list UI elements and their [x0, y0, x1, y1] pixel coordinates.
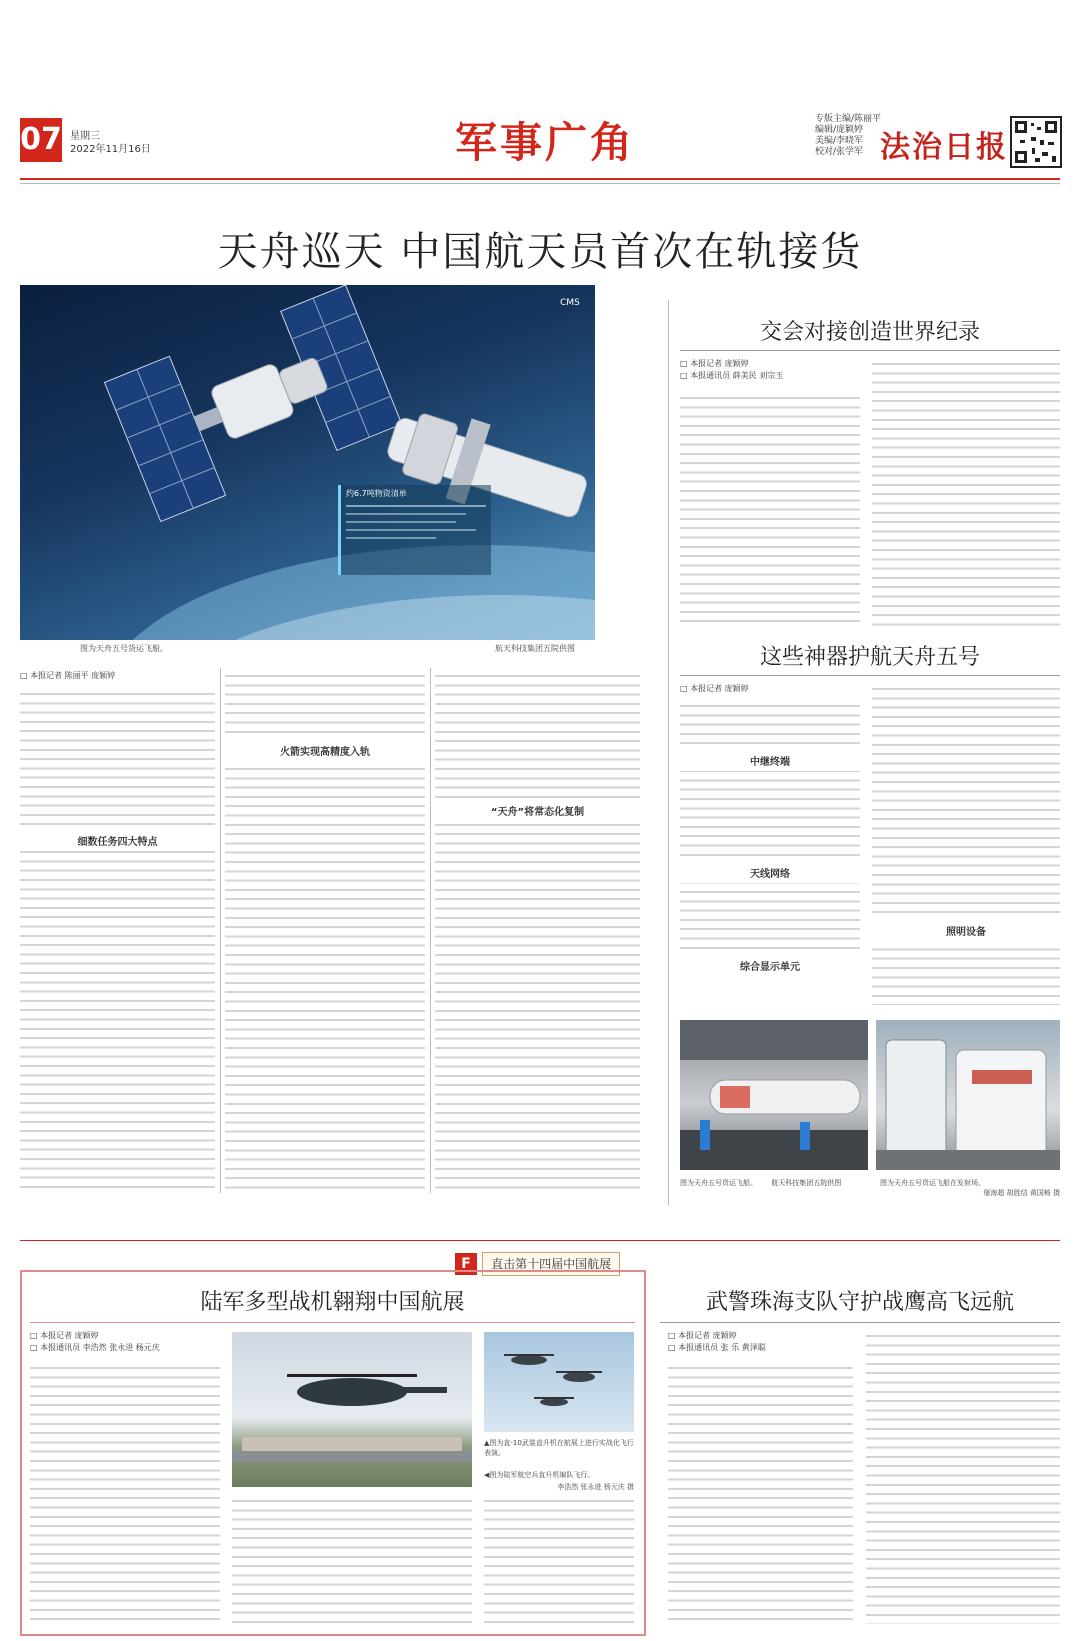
expo-left-title: 陆军多型战机翱翔中国航展: [200, 1290, 465, 1315]
header-rule-thin: [20, 183, 1060, 184]
issue-date: [70, 130, 151, 156]
right-mid-subhead-1: 中继终端: [680, 750, 860, 771]
helicopter-photo-caption-2: ◀图为陆军航空兵直升机编队飞行。: [484, 1471, 595, 1479]
right-top-col2: [872, 358, 1060, 628]
left-article-col1: [20, 688, 215, 1193]
expo-banner: F 直击第十四届中国航展: [455, 1252, 660, 1278]
square-bullet-icon: □: [30, 1331, 41, 1340]
staff-proofreader: 校对/张学军: [815, 147, 864, 157]
right-mid-subhead-4: 照明设备: [872, 920, 1060, 941]
column-divider: [430, 668, 431, 1193]
expo-logo-icon: F: [455, 1253, 477, 1275]
helicopter-flight-photo: [484, 1332, 634, 1432]
right-mid-col2: [872, 683, 1060, 1005]
expo-left-col2: [232, 1495, 472, 1624]
expo-left-col1: [30, 1362, 220, 1624]
staff-editor-in-chief: 专版主编/陈丽平: [815, 114, 882, 124]
staff-list: [815, 114, 881, 158]
right-top-title: 交会对接创造世界纪录: [759, 320, 980, 345]
header-rule: [20, 178, 1060, 180]
square-bullet-icon: □: [680, 684, 691, 693]
staff-art-editor: 美编/李晓军: [815, 136, 864, 146]
rocket-photo-caption: 图为天舟五号货运飞船。 航天科技集团五院供图: [680, 1179, 842, 1187]
section-title: 军事广角: [455, 118, 636, 167]
square-bullet-icon: □: [668, 1331, 679, 1340]
main-photo-spacecraft: [20, 285, 595, 640]
newspaper-logo: 法治日报: [880, 130, 1008, 165]
column-divider: [220, 668, 221, 1193]
helicopter-photo-caption-1: ▲图为直-10武装直升机在航展上进行实战化飞行表演。: [484, 1439, 634, 1457]
square-bullet-icon: □: [20, 671, 31, 680]
left-subhead-3: “天舟”将常态化复制: [435, 800, 640, 821]
helicopter-formation-photo: [232, 1332, 472, 1487]
title-underline: [680, 350, 1060, 351]
expo-left-byline: □ 本报记者 庞颖婷 □ 本报通讯员 李浩然 张永进 杨元庆: [30, 1331, 160, 1352]
right-top-byline: □ 本报记者 庞颖婷 □ 本报通讯员 薛美民 刘宗玉: [680, 359, 784, 380]
main-headline: 天舟巡天 中国航天员首次在轨接货: [217, 229, 863, 275]
column-divider: [668, 300, 669, 1205]
rocket-workshop-photo: [680, 1020, 868, 1170]
left-subhead-1: 细数任务四大特点: [20, 830, 215, 851]
cargo-box-title: 约6.7吨物资清单: [346, 489, 407, 498]
page-number: 07: [20, 118, 62, 162]
title-underline: [680, 675, 1060, 676]
right-mid-byline: □ 本报记者 庞颖婷: [680, 684, 749, 693]
main-photo-credit: 航天科技集团五院供图: [495, 644, 575, 653]
qr-code-icon[interactable]: [1010, 116, 1062, 168]
spacecraft-launch-site-photo: [876, 1020, 1060, 1170]
weekday: 星期三: [70, 131, 100, 142]
right-top-col1: [680, 392, 860, 627]
right-mid-subhead-2: 天线网络: [680, 862, 860, 883]
expo-right-col1: [668, 1362, 853, 1624]
square-bullet-icon: □: [680, 359, 691, 368]
main-photo-caption: 图为天舟五号货运飞船。: [80, 644, 168, 653]
expo-left-col3: [484, 1495, 634, 1624]
expo-section-rule: [20, 1240, 1060, 1241]
title-underline: [660, 1322, 1060, 1323]
left-subhead-2: 火箭实现高精度入轨: [225, 740, 425, 761]
launch-photo-caption: 图为天舟五号货运飞船在发射场。 屠海超 胡胜结 黄国畅 摄: [880, 1179, 1060, 1197]
expo-right-title: 武警珠海支队守护战鹰高飞远航: [705, 1290, 1014, 1315]
left-article-byline: □ 本报记者 陈丽平 庞颖婷: [20, 671, 116, 680]
expo-right-byline: □ 本报记者 庞颖婷 □ 本报通讯员 张 乐 黄泽聪: [668, 1331, 766, 1352]
staff-editor: 编辑/庞颖婷: [815, 125, 864, 135]
image-watermark: CMS: [560, 298, 580, 308]
right-mid-subhead-3: 综合显示单元: [680, 955, 860, 976]
date: 2022年11月16日: [70, 144, 151, 155]
right-mid-title: 这些神器护航天舟五号: [759, 645, 980, 670]
helicopter-photo-credit: 李浩然 张永进 杨元庆 摄: [557, 1483, 634, 1491]
square-bullet-icon: □: [668, 1343, 679, 1352]
right-mid-col1: [680, 700, 860, 970]
left-article-col3: [435, 670, 640, 1193]
expo-right-col2: [866, 1330, 1060, 1624]
title-underline: [30, 1322, 635, 1323]
square-bullet-icon: □: [680, 371, 691, 380]
square-bullet-icon: □: [30, 1343, 41, 1352]
cargo-info-box: [338, 485, 491, 575]
